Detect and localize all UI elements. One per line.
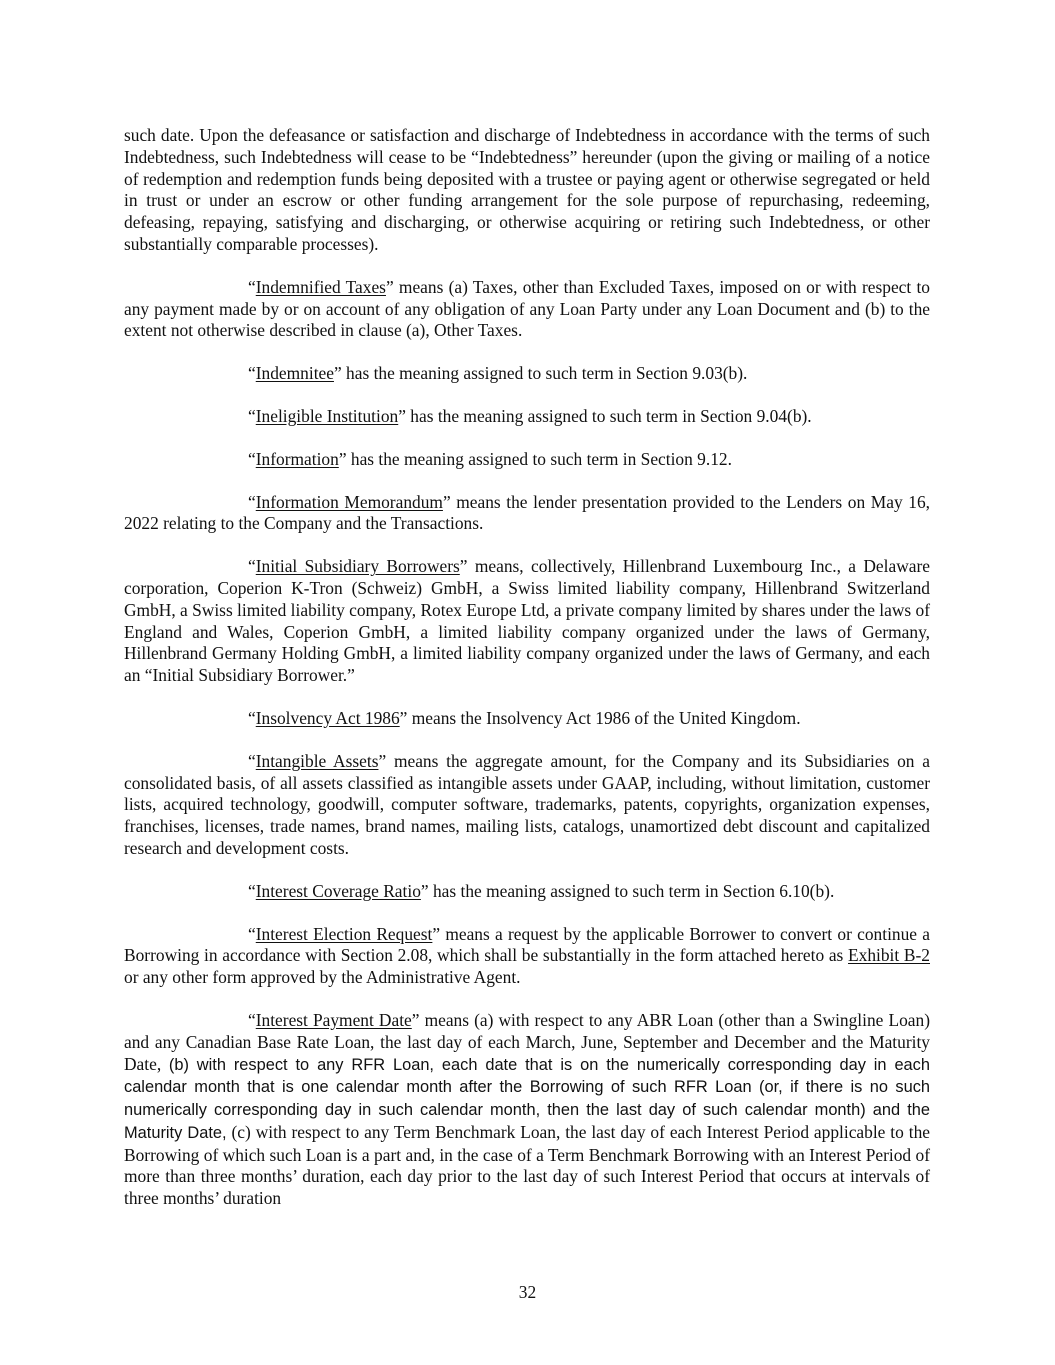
defined-term: Insolvency Act 1986 bbox=[255, 707, 400, 728]
defined-term: Indemnified Taxes bbox=[255, 276, 386, 297]
defined-term: Indemnitee bbox=[255, 363, 334, 384]
definition-interest-election-request bbox=[124, 924, 930, 989]
defined-term: Intangible Assets bbox=[255, 750, 379, 771]
defined-term: Information Memorandum bbox=[255, 491, 443, 512]
defined-term: Information bbox=[255, 448, 339, 469]
open-quote: “ bbox=[248, 448, 256, 469]
definition-text: ” has the meaning assigned to such term in Section 9.12. bbox=[338, 448, 732, 469]
open-quote: “ bbox=[248, 556, 256, 577]
definition-text-tail: or any other form approved by the Administrative Agent. bbox=[124, 967, 521, 988]
definition-text: ” means a request by the applicable Borrower to convert or continue a Borrowing in accordance with Section 2.08, which shall be substantially in the form attached hereto as bbox=[124, 923, 930, 966]
definition-information bbox=[124, 449, 930, 471]
open-quote: “ bbox=[248, 923, 256, 944]
definition-text: ” has the meaning assigned to such term in Section 9.04(b). bbox=[398, 405, 812, 426]
defined-term: Interest Election Request bbox=[255, 923, 433, 944]
open-quote: “ bbox=[248, 276, 256, 297]
open-quote: “ bbox=[248, 707, 256, 728]
definition-initial-subsidiary-borrowers bbox=[124, 556, 930, 687]
defined-term: Interest Coverage Ratio bbox=[255, 880, 421, 901]
definition-text: ” means (a) with respect to any ABR Loan (other than a Swingline Loan) and any Canadian Base Rate Loan, the last day of each March, June, September and December and the Maturity Date, bbox=[124, 1009, 931, 1074]
open-quote: “ bbox=[248, 491, 256, 512]
definition-text: ” means the aggregate amount, for the Company and its Subsidiaries on a consolidated basis, of all assets classified as intangible assets under GAAP, including, without limitation, customer lists, acquired technology, goodwill, computer software, trademarks, patents, copyrights, organization expenses, franchises, licenses, trade names, brand names, mailing lists, catalogs, unamortized debt discount and capitalized research and development costs. bbox=[124, 750, 930, 858]
defined-term: Ineligible Institution bbox=[255, 405, 399, 426]
open-quote: “ bbox=[248, 1009, 256, 1030]
paragraph-continuation: such date. Upon the defeasance or satisfaction and discharge of Indebtedness in accordance with the terms of such Indebtedness, such Indebtedness will cease to be “Indebtedness” hereunder (upon the giving or mailing of a notice of redemption and redemption funds being deposited with a trustee or paying agent or otherwise segregated or held in trust or under an escrow or other funding arrangement for the sole purpose of repurchasing, redeeming, defeasing, repaying, satisfying and discharging, or otherwise acquiring or retiring such Indebtedness, or other substantially comparable processes). bbox=[124, 125, 930, 254]
definition-text: ” means (a) Taxes, other than Excluded Taxes, imposed on or with respect to any payment made by or on account of any obligation of any Loan Party under any Loan Document and (b) to the extent not otherwise described in clause (a), Other Taxes. bbox=[124, 276, 930, 341]
definition-intangible-assets bbox=[124, 751, 930, 860]
definition-text: ” means, collectively, Hillenbrand Luxembourg Inc., a Delaware corporation, Coperion K-Tron (Schweiz) GmbH, a Swiss limited liability company, Hillenbrand Switzerland GmbH, a Swiss limited liability company, Rotex Europe Ltd, a private company limited by shares under the laws of England and Wales, Coperion GmbH, a limited liability company organized under the laws of Germany, Hillenbrand Germany Holding GmbH, a limited liability company organized under the laws of Germany, and each an “Initial Subsidiary Borrower.” bbox=[124, 556, 930, 686]
definition-text: ” has the meaning assigned to such term in Section 9.03(b). bbox=[333, 363, 748, 384]
definition-text-alt-font: (b) with respect to any RFR Loan, each date that is on the numerically corresponding day in each calendar month that is one calendar month after the Borrowing of such RFR Loan (or, if there is no such numerically corresponding day in such calendar month, then the last day of such calendar month) and the Maturity Date, bbox=[124, 1055, 930, 1142]
definition-insolvency-act bbox=[124, 708, 930, 730]
definition-text: ” means the lender presentation provided to the Lenders on May 16, 2022 relating to the Company and the Transactions. bbox=[124, 491, 930, 534]
definition-interest-payment-date bbox=[124, 1010, 930, 1210]
definition-indemnitee bbox=[124, 363, 930, 385]
document-page bbox=[124, 125, 930, 1231]
defined-term: Interest Payment Date bbox=[255, 1009, 412, 1030]
page-number: 32 bbox=[518, 1282, 537, 1302]
open-quote: “ bbox=[248, 880, 256, 901]
definition-text-continued: (c) with respect to any Term Benchmark Loan, the last day of each Interest Period applicable to the Borrowing of which such Loan is a part and, in the case of a Term Benchmark Borrowing with an Interest Period of more than three months’ duration, each day prior to the last day of such Interest Period that occurs at intervals of three months’ duration bbox=[124, 1121, 930, 1209]
definition-text: ” has the meaning assigned to such term in Section 6.10(b). bbox=[420, 880, 835, 901]
definition-information-memorandum bbox=[124, 492, 930, 536]
exhibit-reference: Exhibit B-2 bbox=[848, 945, 930, 966]
open-quote: “ bbox=[248, 750, 256, 771]
definition-interest-coverage-ratio bbox=[124, 881, 930, 903]
definition-text: ” means the Insolvency Act 1986 of the United Kingdom. bbox=[399, 707, 801, 728]
open-quote: “ bbox=[248, 363, 256, 384]
definition-indemnified-taxes bbox=[124, 277, 930, 342]
defined-term: Initial Subsidiary Borrowers bbox=[255, 556, 460, 577]
definition-ineligible-institution bbox=[124, 406, 930, 428]
open-quote: “ bbox=[248, 405, 256, 426]
